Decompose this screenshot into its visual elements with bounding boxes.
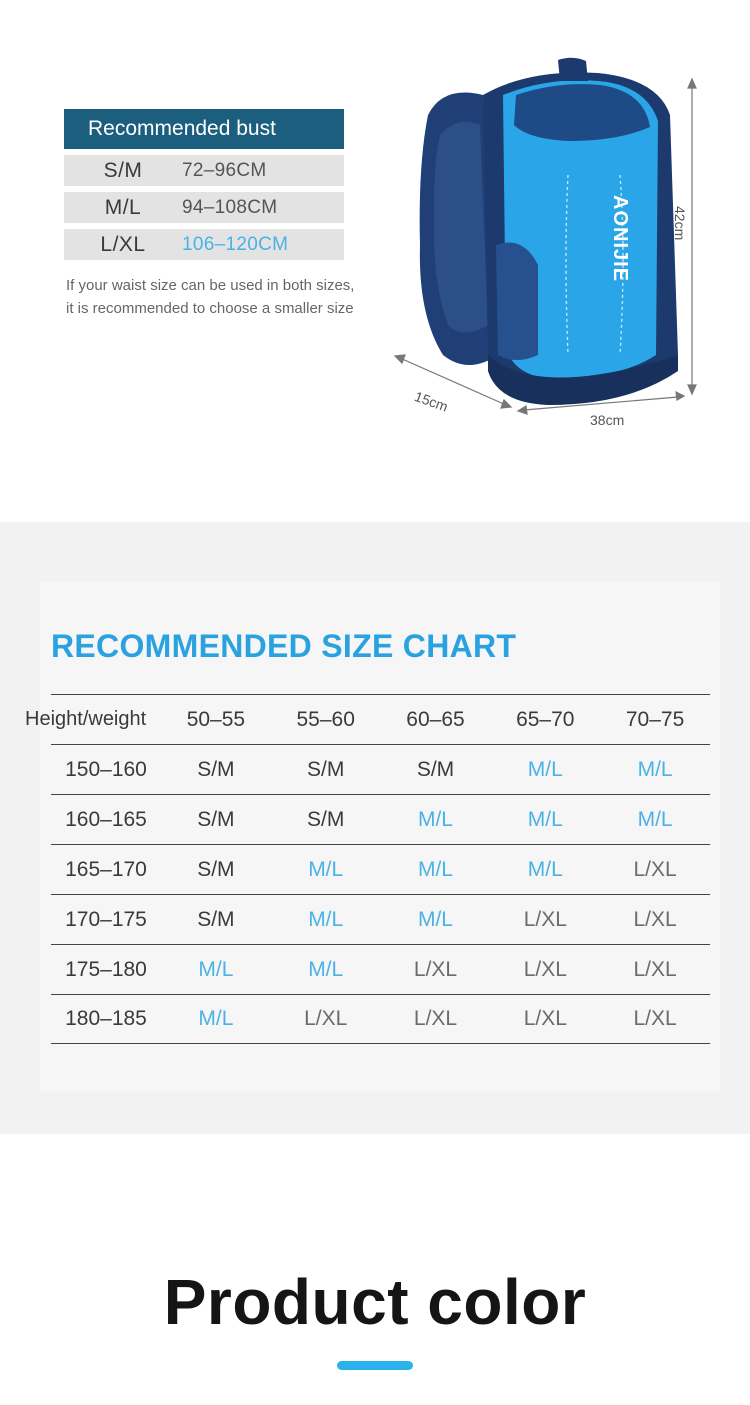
size-cell: M/L <box>417 857 453 881</box>
bust-row-lxl <box>64 229 344 260</box>
size-cell: M/L <box>527 757 563 781</box>
table-row <box>51 894 710 944</box>
bust-table-header: Recommended bust <box>64 109 344 149</box>
size-chart-title: RECOMMENDED SIZE CHART <box>51 628 517 664</box>
size-cell: L/XL <box>304 1007 348 1030</box>
height-cell: 170–175 <box>65 907 147 931</box>
size-cell: M/L <box>198 1007 234 1030</box>
size-cell: S/M <box>416 757 455 781</box>
height-cell: 180–185 <box>65 1007 147 1030</box>
product-color-title: Product color <box>163 1266 587 1338</box>
weight-column-header: 65–70 <box>516 707 575 731</box>
height-cell: 175–180 <box>65 957 147 981</box>
table-row <box>51 744 710 794</box>
size-cell: M/L <box>308 957 344 981</box>
dimension-height-label: 42cm <box>672 206 688 241</box>
weight-column-header: 60–65 <box>406 707 465 731</box>
bust-size: L/XL <box>100 232 146 256</box>
size-cell: M/L <box>417 807 453 831</box>
size-cell: S/M <box>197 907 235 931</box>
shoulder-strap <box>558 58 588 81</box>
size-cell: M/L <box>637 807 673 831</box>
weight-column-header: 50–55 <box>186 707 246 731</box>
bust-size: S/M <box>103 158 143 182</box>
weight-column-header: 70–75 <box>625 707 685 731</box>
size-cell: M/L <box>527 857 563 881</box>
size-cell: S/M <box>307 757 345 781</box>
size-cell: L/XL <box>413 1007 458 1030</box>
bust-range: 106–120CM <box>182 233 289 255</box>
harness-mesh <box>434 122 488 333</box>
table-row <box>51 794 710 844</box>
size-cell: L/XL <box>633 857 677 881</box>
bust-note: If your waist size can be used in both sizes, it is recommended to choose a smaller size <box>66 277 355 317</box>
size-cell: S/M <box>197 757 235 781</box>
bust-range: 94–108CM <box>182 196 278 218</box>
size-chart-header-label: Height/weight <box>25 708 147 730</box>
sizing-top-section <box>0 0 750 520</box>
bust-range: 72–96CM <box>182 159 267 181</box>
size-cell: L/XL <box>633 1007 677 1030</box>
size-cell: L/XL <box>413 957 458 981</box>
size-cell: S/M <box>197 807 235 831</box>
size-chart-header-row <box>25 694 710 744</box>
height-cell: 160–165 <box>65 807 147 831</box>
size-cell: L/XL <box>523 907 567 931</box>
size-chart-table <box>25 694 710 1044</box>
size-cell: L/XL <box>523 1007 567 1030</box>
height-cell: 150–160 <box>65 757 147 781</box>
dimension-depth-label: 15cm <box>412 388 451 415</box>
size-cell: M/L <box>308 857 344 881</box>
product-color-accent-bar <box>337 1361 413 1370</box>
size-cell: M/L <box>198 957 234 981</box>
bust-row-ml <box>64 192 344 223</box>
size-cell: M/L <box>637 757 673 781</box>
size-cell: L/XL <box>523 957 567 981</box>
recommended-bust-table <box>64 109 344 260</box>
size-cell: M/L <box>308 907 344 931</box>
bust-row-sm <box>64 155 344 186</box>
size-cell: M/L <box>527 807 563 831</box>
table-row <box>51 844 710 894</box>
pack-brand: AONIJIE <box>609 195 631 283</box>
size-cell: L/XL <box>633 957 677 981</box>
dimension-width-label: 38cm <box>590 412 625 428</box>
bust-size: M/L <box>104 195 142 219</box>
size-cell: S/M <box>197 857 235 881</box>
table-row <box>51 944 710 994</box>
size-cell: M/L <box>417 907 453 931</box>
size-cell: S/M <box>307 807 345 831</box>
pack-side-pocket <box>496 243 538 361</box>
height-cell: 165–170 <box>65 857 147 881</box>
table-row <box>51 994 710 1044</box>
size-cell: L/XL <box>633 907 677 931</box>
weight-column-header: 55–60 <box>296 707 355 731</box>
